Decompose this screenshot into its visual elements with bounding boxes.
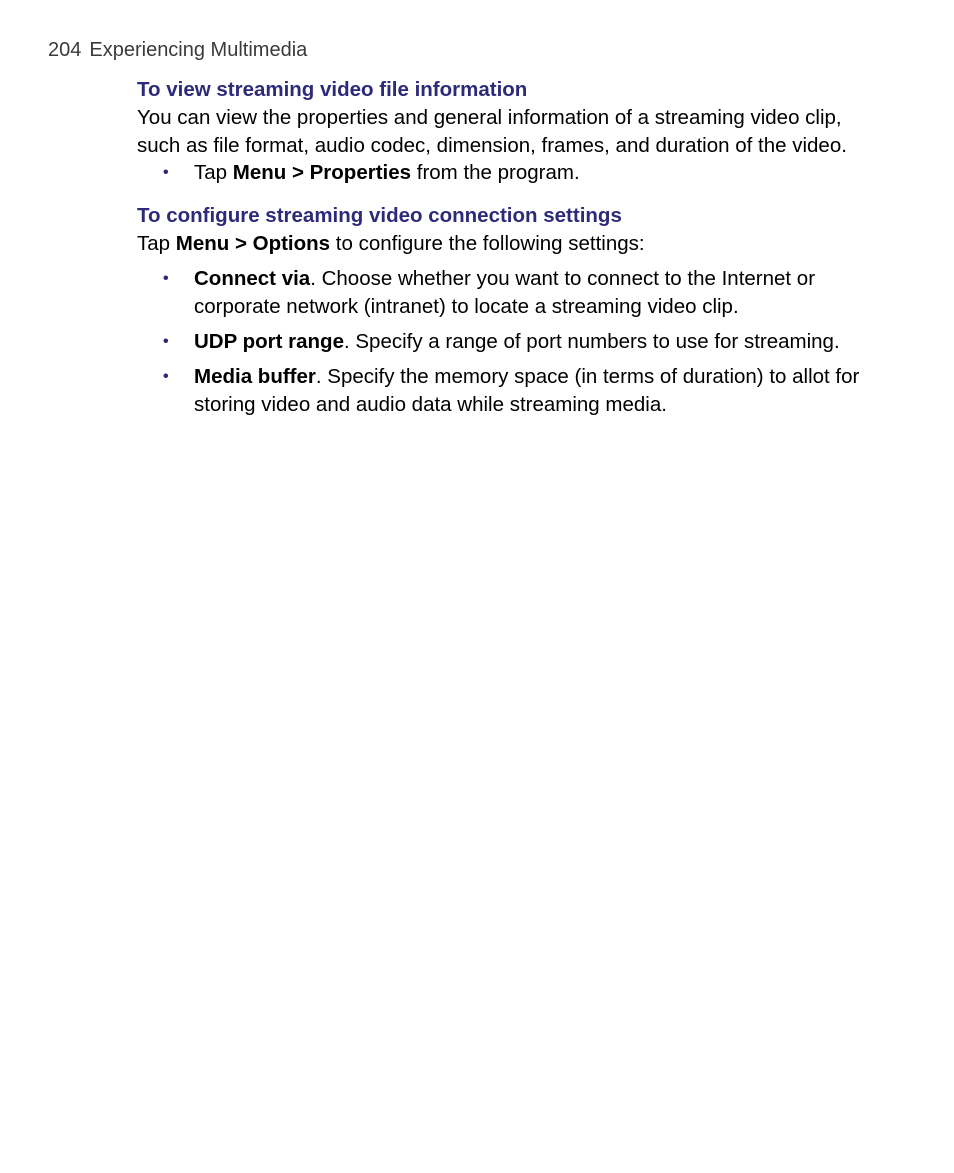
list-item (137, 363, 877, 419)
list-item (137, 265, 877, 321)
page-number: 204 (48, 39, 82, 61)
list-item (137, 328, 877, 356)
setting-term: UDP port range (194, 329, 344, 353)
menu-path: Menu > Properties (232, 161, 412, 184)
page-content (137, 76, 877, 419)
intro-suffix: to configure the following settings: (330, 232, 645, 255)
setting-description: . Specify the memory space (in terms of duration) to allot for storing video and audio data while streaming media. (194, 364, 860, 416)
bullet-prefix: Tap (194, 161, 233, 184)
setting-term: Connect via (194, 266, 311, 290)
bullet-list-view-info (137, 159, 877, 187)
setting-description: . Specify a range of port numbers to use for streaming. (343, 329, 840, 353)
setting-term: Media buffer (194, 364, 316, 388)
section-heading-connection-settings: To configure streaming video connection settings (137, 204, 622, 227)
bullet-icon: • (163, 164, 169, 181)
setting-description: . Choose whether you want to connect to the Internet or corporate network (intranet) to locate a streaming video clip. (194, 266, 816, 318)
list-item (137, 159, 877, 187)
intro-prefix: Tap (137, 232, 176, 255)
bullet-list-connection-settings (137, 265, 877, 419)
section-paragraph-view-info: You can view the properties and general information of a streaming video clip, such as file format, audio codec, dimension, frames, and duration of the video. (137, 106, 847, 157)
section-heading-view-info: To view streaming video file information (137, 78, 528, 101)
bullet-icon: • (163, 367, 169, 385)
page-header (48, 36, 307, 64)
bullet-suffix: from the program. (411, 161, 580, 184)
menu-path: Menu > Options (175, 232, 331, 255)
bullet-icon: • (163, 332, 169, 350)
section-intro-connection-settings (137, 230, 877, 258)
chapter-title: Experiencing Multimedia (89, 39, 308, 61)
bullet-icon: • (163, 269, 169, 287)
